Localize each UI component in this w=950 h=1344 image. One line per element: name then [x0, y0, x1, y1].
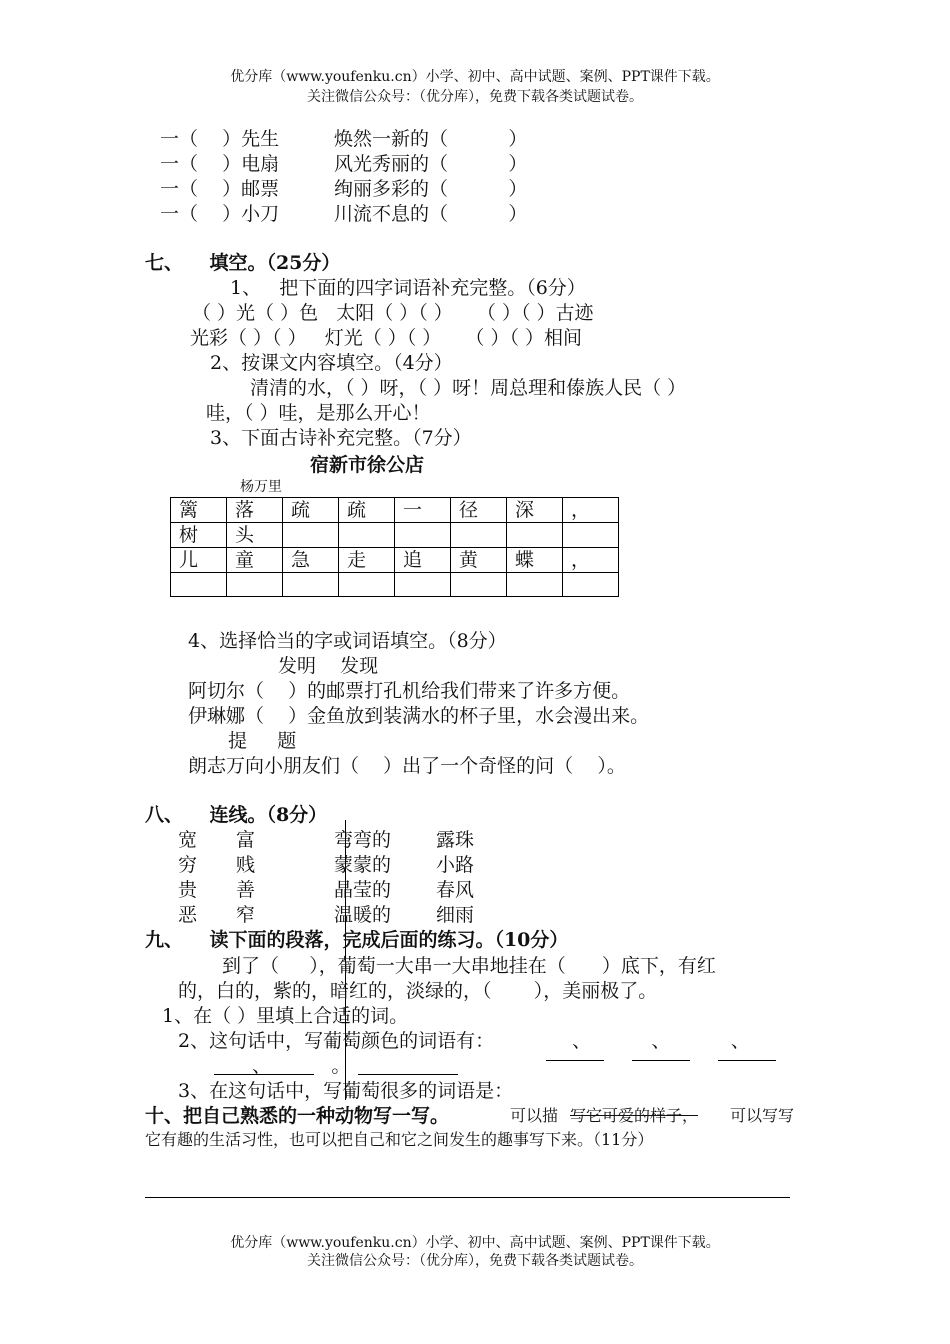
poem-cell: ， [563, 498, 619, 523]
measure-word-1-right: 焕然一新的（ ） [334, 128, 528, 150]
poem-cell[interactable] [507, 523, 563, 548]
match-left-a[interactable]: 穷 [178, 854, 198, 876]
section-9-q2: 2、这句话中，写葡萄颜色的词语有： [178, 1030, 495, 1052]
poem-cell: 急 [283, 548, 339, 573]
poem-row [171, 498, 619, 523]
measure-word-1-left: 一（ ）先生 [160, 128, 280, 150]
section-7-q3: 3、下面古诗补充完整。（7分） [210, 427, 472, 449]
section-7-q2: 2、按课文内容填空。（4分） [210, 352, 453, 374]
measure-word-3-right: 绚丽多彩的（ ） [334, 178, 528, 200]
measure-word-3-left: 一（ ）邮票 [160, 178, 280, 200]
match-right-d[interactable]: 露珠 [436, 829, 475, 851]
poem-cell[interactable] [563, 573, 619, 597]
section-7-q1-line1: （ ）光（ ）色 太阳（ ）（ ） （ ）（ ）古迹 [192, 302, 594, 324]
poem-cell: 篱 [171, 498, 227, 523]
section-9-para-line2: 的，白的，紫的，暗红的，淡绿的，（ ），美丽极了。 [178, 980, 658, 1002]
section-7-q1: 1、 把下面的四字词语补充完整。（6分） [230, 277, 586, 299]
match-left-b[interactable]: 窄 [236, 904, 256, 926]
match-right-c[interactable]: 蒙蒙的 [334, 854, 392, 876]
section-10-title: 十、把自己熟悉的一种动物写一写。 [145, 1105, 450, 1127]
poem-row [171, 523, 619, 548]
section-10-desc-struck: 写它可爱的样子， [570, 1106, 699, 1125]
match-left-a[interactable]: 贵 [178, 879, 198, 901]
header-line-1: 优分库（www.youfenku.cn）小学、初中、高中试题、案例、PPT课件下载。 [230, 69, 720, 85]
poem-cell: 头 [227, 523, 283, 548]
section-7-title: 七、 填空。（25分） [145, 252, 341, 274]
poem-cell[interactable] [339, 573, 395, 597]
measure-word-4-left: 一（ ）小刀 [160, 203, 280, 225]
poem-cell: 蝶 [507, 548, 563, 573]
measure-word-2-left: 一（ ）电扇 [160, 153, 280, 175]
section-10-desc-part1: 可以描 [510, 1106, 559, 1125]
poem-cell: 疏 [283, 498, 339, 523]
section-7-q4-sentence1: 阿切尔（ ）的邮票打孔机给我们带来了许多方便。 [188, 680, 631, 702]
section-7-q4-sentence2: 伊琳娜（ ）金鱼放到装满水的杯子里，水会漫出来。 [188, 705, 650, 727]
measure-word-2-right: 风光秀丽的（ ） [334, 153, 528, 175]
poem-cell[interactable] [563, 523, 619, 548]
match-left-b[interactable]: 善 [236, 879, 256, 901]
footer-line-1: 优分库（www.youfenku.cn）小学、初中、高中试题、案例、PPT课件下载。 [230, 1235, 720, 1251]
answer-blank-1[interactable] [546, 1060, 604, 1061]
section-7-q4-sentence3: 朗志万向小朋友们（ ）出了一个奇怪的问（ ）。 [188, 755, 626, 777]
match-right-d[interactable]: 细雨 [436, 904, 475, 926]
match-left-a[interactable]: 恶 [178, 904, 198, 926]
poem-cell[interactable] [451, 573, 507, 597]
match-right-d[interactable]: 小路 [436, 854, 475, 876]
section-8-title: 八、 连线。（8分） [145, 804, 328, 826]
poem-cell[interactable] [395, 523, 451, 548]
poem-row [171, 548, 619, 573]
match-right-d[interactable]: 春风 [436, 879, 475, 901]
answer-blank-3[interactable] [718, 1060, 776, 1061]
poem-cell[interactable] [451, 523, 507, 548]
poem-cell: ， [563, 548, 619, 573]
poem-title: 宿新市徐公店 [310, 454, 425, 476]
poem-cell[interactable] [339, 523, 395, 548]
poem-cell: 童 [227, 548, 283, 573]
match-right-c[interactable]: 温暖的 [334, 904, 392, 926]
section-7-q1-line2: 光彩（ ）（ ） 灯光（ ）（ ） （ ）（ ）相间 [190, 327, 583, 349]
match-right-c[interactable]: 晶莹的 [334, 879, 392, 901]
section-9-q3: 3、在这句话中，写葡萄很多的词语是： [178, 1080, 514, 1102]
poem-cell[interactable] [227, 573, 283, 597]
poem-cell[interactable] [507, 573, 563, 597]
section-7-q4-words2: 提 题 [228, 730, 297, 752]
poem-cell[interactable] [283, 573, 339, 597]
poem-cell[interactable] [171, 573, 227, 597]
section-10-desc-part2: 可以写写 [730, 1106, 795, 1125]
poem-grid [170, 497, 619, 597]
section-7-q4: 4、选择恰当的字或词语填空。（8分） [188, 630, 507, 652]
header-line-2: 关注微信公众号：（优分库），免费下载各类试题试卷。 [307, 89, 643, 105]
section-7-q2-line1: 清清的水，（ ）呀，（ ）呀！周总理和傣族人民（ ） [250, 377, 687, 399]
match-left-b[interactable]: 贱 [236, 854, 256, 876]
poem-author: 杨万里 [240, 479, 282, 495]
poem-cell: 追 [395, 548, 451, 573]
poem-cell: 一 [395, 498, 451, 523]
section-9-q2-line2: 、 。 [252, 1055, 351, 1077]
footer-line-2: 关注微信公众号：（优分库），免费下载各类试题试卷。 [307, 1253, 643, 1269]
match-right-c[interactable]: 弯弯的 [334, 829, 392, 851]
answer-blank-4[interactable] [214, 1074, 314, 1075]
section-7-q2-line2: 哇，（ ）哇，是那么开心！ [206, 402, 431, 424]
poem-cell[interactable] [283, 523, 339, 548]
writing-line[interactable] [145, 1197, 790, 1198]
poem-cell[interactable] [395, 573, 451, 597]
poem-row [171, 573, 619, 597]
match-left-a[interactable]: 宽 [178, 829, 198, 851]
answer-blank-2[interactable] [632, 1060, 690, 1061]
section-7-q4-words1: 发明 发现 [278, 655, 379, 677]
answer-blank-5[interactable] [358, 1074, 458, 1075]
section-9-q1: 1、在（ ）里填上合适的词。 [162, 1005, 409, 1027]
measure-word-4-right: 川流不息的（ ） [334, 203, 528, 225]
poem-cell: 径 [451, 498, 507, 523]
section-9-para-line1: 到了（ ），葡萄一大串一大串地挂在（ ）底下，有红 [222, 955, 716, 977]
poem-cell: 树 [171, 523, 227, 548]
poem-cell: 儿 [171, 548, 227, 573]
poem-cell: 黄 [451, 548, 507, 573]
poem-cell: 深 [507, 498, 563, 523]
match-left-b[interactable]: 富 [236, 829, 256, 851]
section-9-title: 九、 读下面的段落，完成后面的练习。（10分） [145, 929, 569, 951]
section-10-desc-line2: 它有趣的生活习性，也可以把自己和它之间发生的趣事写下来。（11分） [145, 1130, 654, 1149]
poem-cell: 走 [339, 548, 395, 573]
section-9-q2-separators: 、 、 、 [572, 1030, 750, 1052]
poem-cell: 疏 [339, 498, 395, 523]
poem-cell: 落 [227, 498, 283, 523]
